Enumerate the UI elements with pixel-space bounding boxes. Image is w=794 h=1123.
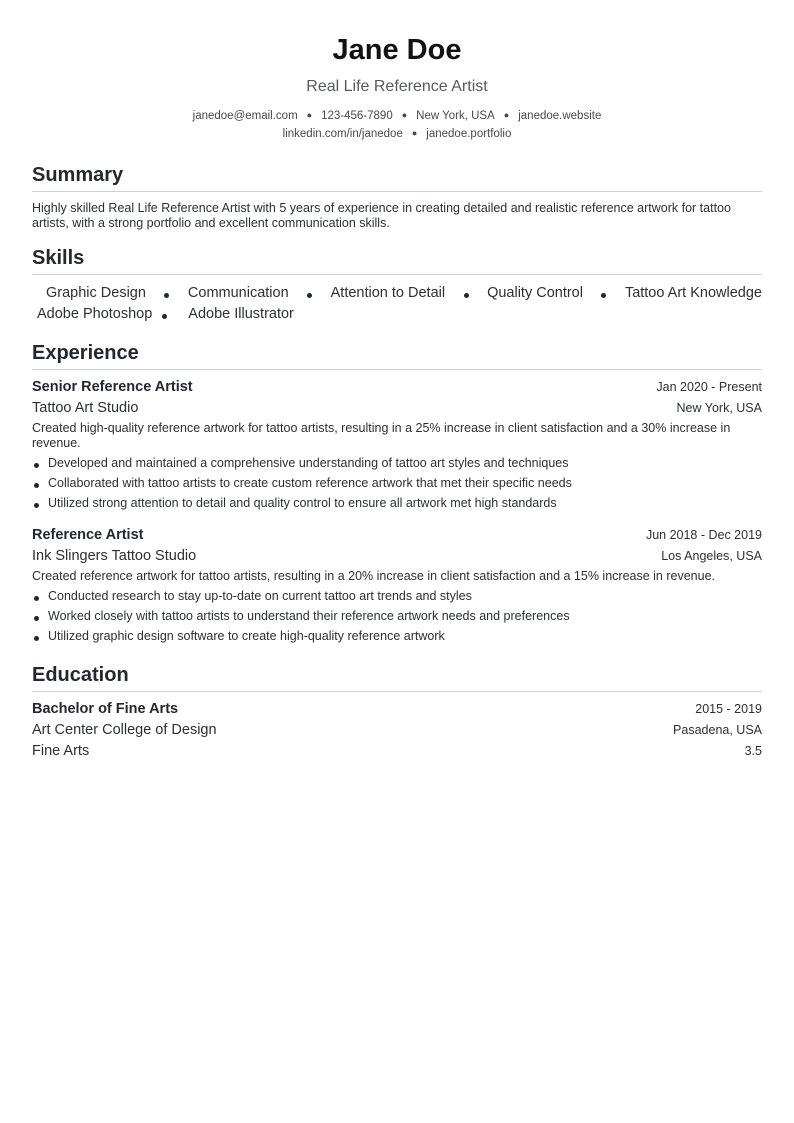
separator-dot: ● [401,110,408,120]
section-title-education: Education [32,663,762,692]
skill-item: Adobe Illustrator [188,305,294,322]
skills-list [32,282,762,324]
skills-row [32,282,762,303]
contact-linkedin[interactable]: linkedin.com/in/janedoe [282,128,403,140]
job-header [32,527,762,543]
skill-item: Tattoo Art Knowledge [624,284,762,301]
job-bullet-text: Developed and maintained a comprehensive understanding of tattoo art styles and techniques [48,456,569,470]
education-field: Fine Arts [32,743,90,759]
candidate-name: Jane Doe [332,34,462,66]
job-location: Los Angeles, USA [661,549,762,563]
summary-text: Highly skilled Real Life Reference Artist with 5 years of experience in creating detailed and realistic reference artwork for tattoo artists, with a strong portfolio and excellent communication skills. [32,201,731,230]
skill-separator-dot [464,293,469,298]
job-header [32,379,762,395]
skill-separator-dot [601,293,606,298]
skill-separator-dot [162,314,167,319]
job-bullet-text: Utilized strong attention to detail and quality control to ensure all artwork met high standards [48,496,557,510]
job-company: Ink Slingers Tattoo Studio [32,548,197,564]
job-company: Tattoo Art Studio [32,400,139,416]
job-location: New York, USA [676,401,762,415]
job-bullet-text: Conducted research to stay up-to-date on current tattoo art trends and styles [48,589,472,603]
contact-row-primary [32,107,762,124]
education-degree: Bachelor of Fine Arts [32,701,179,717]
separator-dot: ● [411,128,418,138]
contact-website[interactable]: janedoe.website [518,110,602,122]
job-bullet [32,626,762,646]
skill-item: Communication [187,284,289,301]
skill-item: Quality Control [487,284,583,301]
education-detail [32,743,762,759]
job-position: Reference Artist [32,527,144,543]
job-bullet-text: Worked closely with tattoo artists to understand their reference artwork needs and preferences [48,609,570,623]
job-dates: Jun 2018 - Dec 2019 [645,528,762,542]
education-dates: 2015 - 2019 [695,702,762,716]
skill-separator-dot [307,293,312,298]
job-bullet [32,453,762,473]
job-summary: Created high-quality reference artwork for tattoo artists, resulting in a 25% increase in client satisfaction and a 30% increase in revenue. [32,421,731,450]
contact-row-secondary [32,125,762,142]
section-title-skills: Skills [32,246,762,275]
job-bullet-text: Utilized graphic design software to create high-quality reference artwork [48,629,445,643]
skill-separator-dot [164,293,169,298]
job-bullet [32,493,762,513]
skill-item: Adobe Photoshop [37,305,153,322]
job-bullet-list [32,453,762,513]
education-location: Pasadena, USA [673,723,762,737]
candidate-headline: Real Life Reference Artist [306,78,488,95]
education-subheader [32,722,762,738]
contact-email[interactable]: janedoe@email.com [192,110,298,122]
bullet-dot [34,463,39,468]
bullet-dot [34,596,39,601]
job-bullet-text: Collaborated with tattoo artists to create custom reference artwork that met their specific needs [48,476,572,490]
job-dates: Jan 2020 - Present [656,380,762,394]
skill-item: Graphic Design [46,284,146,301]
section-title-summary: Summary [32,163,762,192]
job-bullet [32,606,762,626]
job-position: Senior Reference Artist [32,379,193,395]
education-gpa: 3.5 [744,744,762,758]
contact-location: New York, USA [416,110,495,122]
skill-item: Attention to Detail [330,284,446,301]
job-subheader [32,400,762,416]
job-summary: Created reference artwork for tattoo artists, resulting in a 20% increase in client satisfaction and a 15% increase in revenue. [32,569,715,583]
education-header [32,701,762,717]
contact-portfolio[interactable]: janedoe.portfolio [426,128,512,140]
bullet-dot [34,483,39,488]
bullet-dot [34,636,39,641]
bullet-dot [34,616,39,621]
section-title-experience: Experience [32,341,762,370]
separator-dot: ● [306,110,313,120]
contact-phone[interactable]: 123-456-7890 [321,110,393,122]
job-subheader [32,548,762,564]
job-bullet [32,473,762,493]
bullet-dot [34,503,39,508]
job-bullet-list [32,586,762,646]
job-bullet [32,586,762,606]
education-school: Art Center College of Design [32,722,217,738]
skills-row [32,303,762,324]
separator-dot: ● [503,110,510,120]
